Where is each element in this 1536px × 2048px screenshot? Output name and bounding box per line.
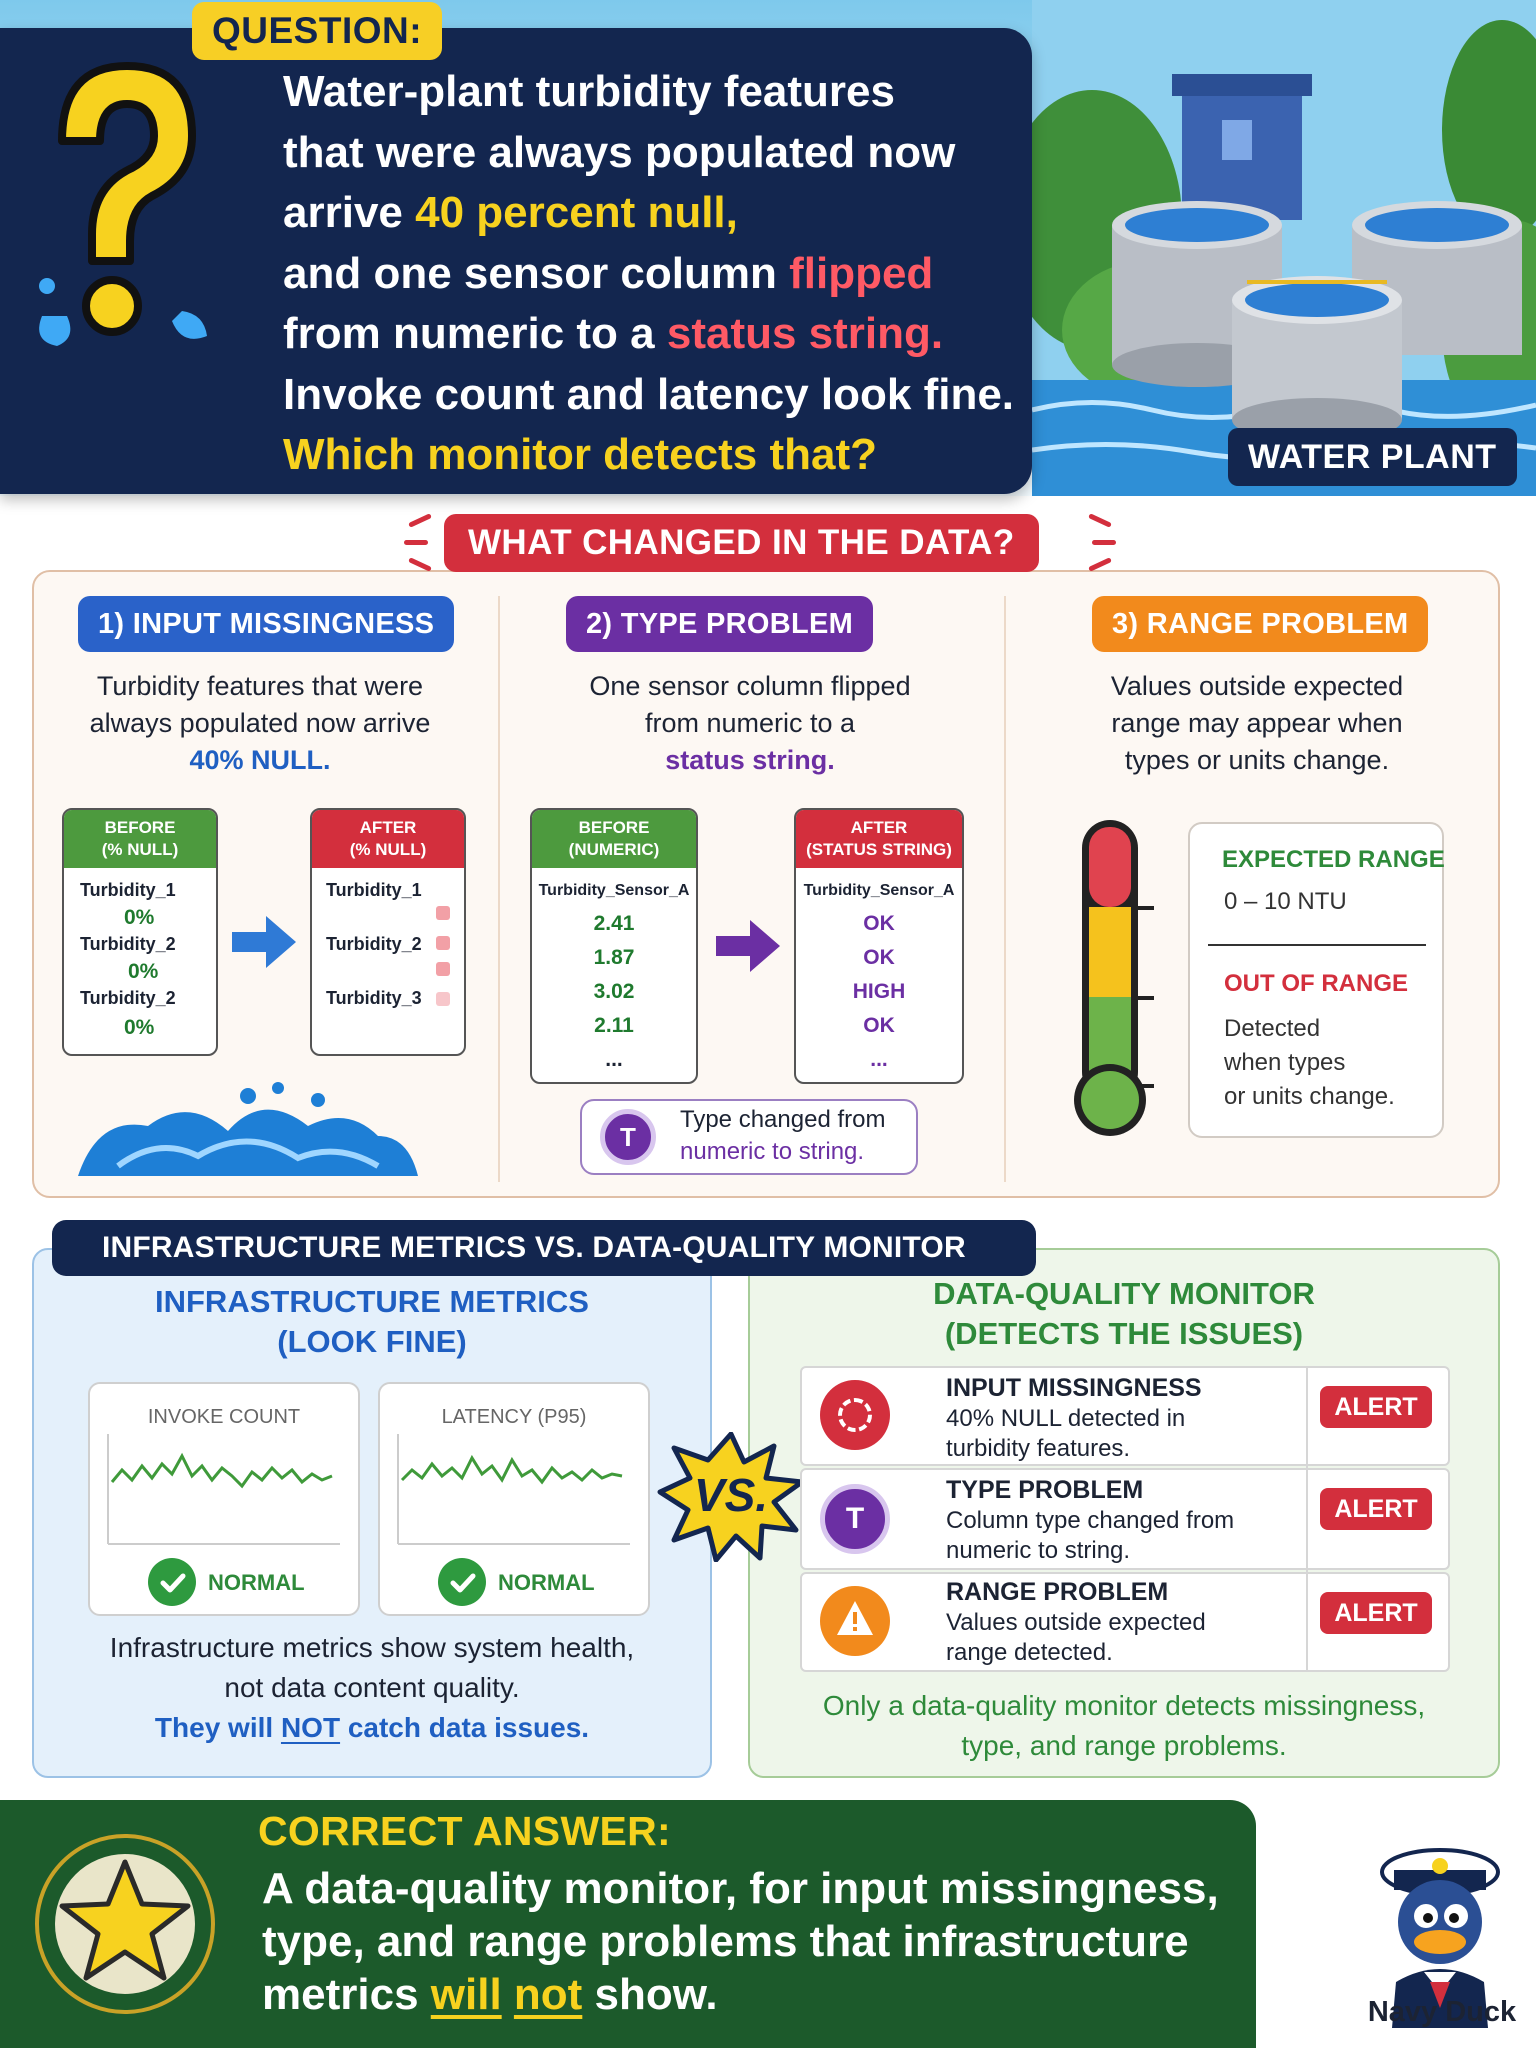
star-icon (30, 1824, 220, 2024)
null-marker (436, 992, 450, 1006)
header-line: AFTER (850, 818, 908, 837)
type-desc-highlight: status string. (665, 745, 835, 775)
range-desc-line: range may appear when (1111, 708, 1403, 738)
type-icon: T (600, 1109, 656, 1165)
type-after-header (796, 810, 962, 868)
warning-segment: catch data issues. (340, 1712, 590, 1743)
infra-foot-line: not data content quality. (224, 1672, 520, 1703)
column-divider (498, 596, 500, 1182)
out-desc-line: Detected (1224, 1015, 1321, 1042)
missingness-desc-highlight: 40% NULL. (189, 745, 331, 775)
navy-duck-label: Navy Duck (1367, 1996, 1517, 2028)
infra-footer (32, 1628, 712, 1748)
dq-desc-line: turbidity features. (946, 1435, 1131, 1462)
answer-emphasis: will (430, 1970, 502, 2019)
after-row-name: Turbidity_1 (326, 880, 422, 900)
before-row-value: 0% (124, 906, 155, 929)
header-line: (NUMERIC) (568, 840, 660, 859)
dq-footer (748, 1686, 1500, 1766)
question-line: Invoke count and latency look fine. (283, 369, 1015, 419)
comparison-banner: INFRASTRUCTURE METRICS VS. DATA-QUALITY MONITOR (52, 1220, 1036, 1276)
missingness-description (50, 668, 470, 779)
range-divider (1208, 944, 1426, 946)
highlight-status-string: status string. (666, 309, 944, 358)
question-text-segment: arrive (283, 188, 416, 237)
answer-segment (502, 1970, 514, 2019)
numeric-value: 2.11 (594, 1014, 634, 1037)
alert-badge: ALERT (1320, 1488, 1432, 1530)
missingness-title: 1) INPUT MISSINGNESS (78, 596, 454, 652)
before-row-name: Turbidity_2 (80, 988, 176, 1008)
arrow-right-icon (228, 912, 300, 972)
checkmark-icon (160, 1572, 186, 1594)
banner-deco (408, 513, 432, 528)
highlight-null: 40 percent null, (415, 188, 738, 237)
type-before-header (532, 810, 696, 868)
question-line: Water-plant turbidity features (283, 67, 895, 116)
after-row-name: Turbidity_2 (326, 934, 422, 954)
type-note-line: Type changed from (680, 1106, 886, 1133)
numeric-value: 2.41 (593, 912, 635, 935)
dq-row-description (946, 1506, 1234, 1566)
status-value: OK (863, 1014, 895, 1037)
warning-emphasis: NOT (280, 1712, 341, 1743)
column-divider (1004, 596, 1006, 1182)
infra-foot-warning (32, 1708, 712, 1748)
missingness-desc-line: always populated now arrive (89, 708, 431, 738)
arrow-right-icon (712, 916, 784, 976)
header-line: (STATUS STRING) (806, 840, 952, 859)
expected-range-value: 0 – 10 NTU (1224, 888, 1347, 915)
before-row-value: 0% (124, 1016, 155, 1039)
header-line: BEFORE (104, 818, 176, 837)
answer-line: A data-quality monitor, for input missingness, (262, 1864, 1219, 1913)
missingness-after-card (310, 808, 466, 1056)
answer-line (262, 1968, 1252, 2021)
alert-badge: ALERT (1320, 1386, 1432, 1428)
dq-title (748, 1274, 1500, 1354)
card-title: LATENCY (P95) (441, 1406, 587, 1428)
dq-row-description (946, 1404, 1185, 1464)
type-desc-line: One sensor column flipped (589, 671, 911, 701)
null-marker (436, 936, 450, 950)
out-of-range-label: OUT OF RANGE (1224, 970, 1408, 997)
question-line: that were always populated now (283, 127, 956, 177)
infra-title-line: (LOOK FINE) (277, 1324, 467, 1359)
out-desc-line: when types (1224, 1049, 1346, 1076)
warning-triangle-icon (834, 1598, 876, 1638)
vs-label: VS. (693, 1469, 769, 1521)
thermometer-icon (1064, 816, 1160, 1140)
banner-deco (1092, 540, 1116, 545)
type-alert-icon: T (820, 1484, 890, 1554)
dq-row-title: TYPE PROBLEM (946, 1476, 1144, 1504)
range-desc-line: types or units change. (1124, 745, 1390, 775)
before-row-name: Turbidity_1 (80, 880, 176, 900)
dashed-circle-icon (838, 1398, 872, 1432)
water-splash-icon (78, 1076, 418, 1176)
infra-title-line: INFRASTRUCTURE METRICS (155, 1284, 589, 1319)
dq-title-line: (DETECTS THE ISSUES) (944, 1316, 1304, 1351)
question-text (283, 62, 1023, 486)
question-mark-icon (22, 46, 222, 376)
range-desc-line: Values outside expected (1110, 671, 1404, 701)
dq-desc-line: range detected. (946, 1639, 1113, 1666)
question-label: QUESTION: (192, 2, 442, 60)
dq-desc-line: numeric to string. (946, 1537, 1131, 1564)
numeric-value: 3.02 (593, 980, 635, 1003)
alert-badge: ALERT (1320, 1592, 1432, 1634)
type-desc-line: from numeric to a (644, 708, 856, 738)
numeric-value: ... (605, 1048, 623, 1071)
header-line: (% NULL) (349, 840, 427, 859)
banner-deco (404, 540, 428, 545)
question-line (283, 304, 1023, 365)
range-description (1042, 668, 1472, 779)
header-line: AFTER (359, 818, 417, 837)
header-line: BEFORE (578, 818, 650, 837)
question-text-segment: from numeric to a (283, 309, 667, 358)
dq-title-line: DATA-QUALITY MONITOR (933, 1276, 1315, 1311)
invoke-count-sparkline (104, 1430, 344, 1550)
null-marker (436, 906, 450, 920)
column-name: Turbidity_Sensor_A (538, 882, 690, 899)
question-text-segment: and one sensor column (283, 248, 790, 298)
expected-range-label: EXPECTED RANGE (1222, 846, 1445, 873)
header-line: (% NULL) (101, 840, 179, 859)
dq-row-title: RANGE PROBLEM (946, 1578, 1169, 1606)
before-row-value: 0% (128, 960, 159, 983)
type-note-line: numeric to string. (680, 1138, 865, 1165)
banner-deco (1088, 513, 1112, 528)
question-line (283, 183, 1023, 244)
dq-column-divider (1306, 1368, 1308, 1670)
answer-text (262, 1862, 1252, 2021)
missingness-before-header (64, 810, 216, 868)
water-plant-illustration (1032, 0, 1536, 496)
status-value: HIGH (852, 980, 906, 1003)
checkmark-icon (450, 1572, 476, 1594)
dq-desc-line: Column type changed from (946, 1507, 1235, 1534)
what-changed-banner: WHAT CHANGED IN THE DATA? (444, 514, 1039, 572)
out-of-range-description (1224, 1012, 1395, 1114)
after-row-name: Turbidity_3 (326, 988, 422, 1008)
question-line-ask: Which monitor detects that? (283, 430, 877, 479)
latency-sparkline (394, 1430, 634, 1550)
dq-foot-line: type, and range problems. (961, 1730, 1287, 1761)
type-title: 2) TYPE PROBLEM (566, 596, 873, 652)
answer-segment: metrics (262, 1970, 431, 2019)
null-marker (436, 962, 450, 976)
status-value: ... (870, 1048, 888, 1071)
numeric-value: 1.87 (593, 946, 635, 969)
dq-desc-line: 40% NULL detected in (946, 1405, 1186, 1432)
type-description (540, 668, 960, 779)
status-normal: NORMAL (208, 1570, 305, 1595)
dq-row-description (946, 1608, 1206, 1668)
missingness-desc-line: Turbidity features that were (96, 671, 424, 701)
status-normal: NORMAL (498, 1570, 595, 1595)
dq-foot-line: Only a data-quality monitor detects missingness, (822, 1690, 1426, 1721)
infra-title (32, 1282, 712, 1362)
answer-emphasis: not (513, 1970, 583, 2019)
out-desc-line: or units change. (1224, 1083, 1395, 1110)
column-name: Turbidity_Sensor_A (803, 882, 955, 899)
question-line (283, 244, 1023, 305)
highlight-flipped: flipped (789, 248, 934, 298)
infra-foot-line: Infrastructure metrics show system health, (109, 1632, 635, 1663)
answer-segment: show. (582, 1970, 718, 2019)
water-plant-label: WATER PLANT (1228, 428, 1517, 486)
status-value: OK (863, 912, 895, 935)
warning-segment: They will (154, 1712, 281, 1743)
missingness-after-header (312, 810, 464, 868)
range-title: 3) RANGE PROBLEM (1092, 596, 1428, 652)
card-title: INVOKE COUNT (147, 1406, 301, 1428)
answer-line: type, and range problems that infrastructure (262, 1917, 1189, 1966)
dq-row-title: INPUT MISSINGNESS (946, 1374, 1202, 1402)
before-row-name: Turbidity_2 (80, 934, 176, 954)
status-value: OK (863, 946, 895, 969)
answer-label: CORRECT ANSWER: (258, 1808, 671, 1854)
dq-desc-line: Values outside expected (946, 1609, 1206, 1636)
